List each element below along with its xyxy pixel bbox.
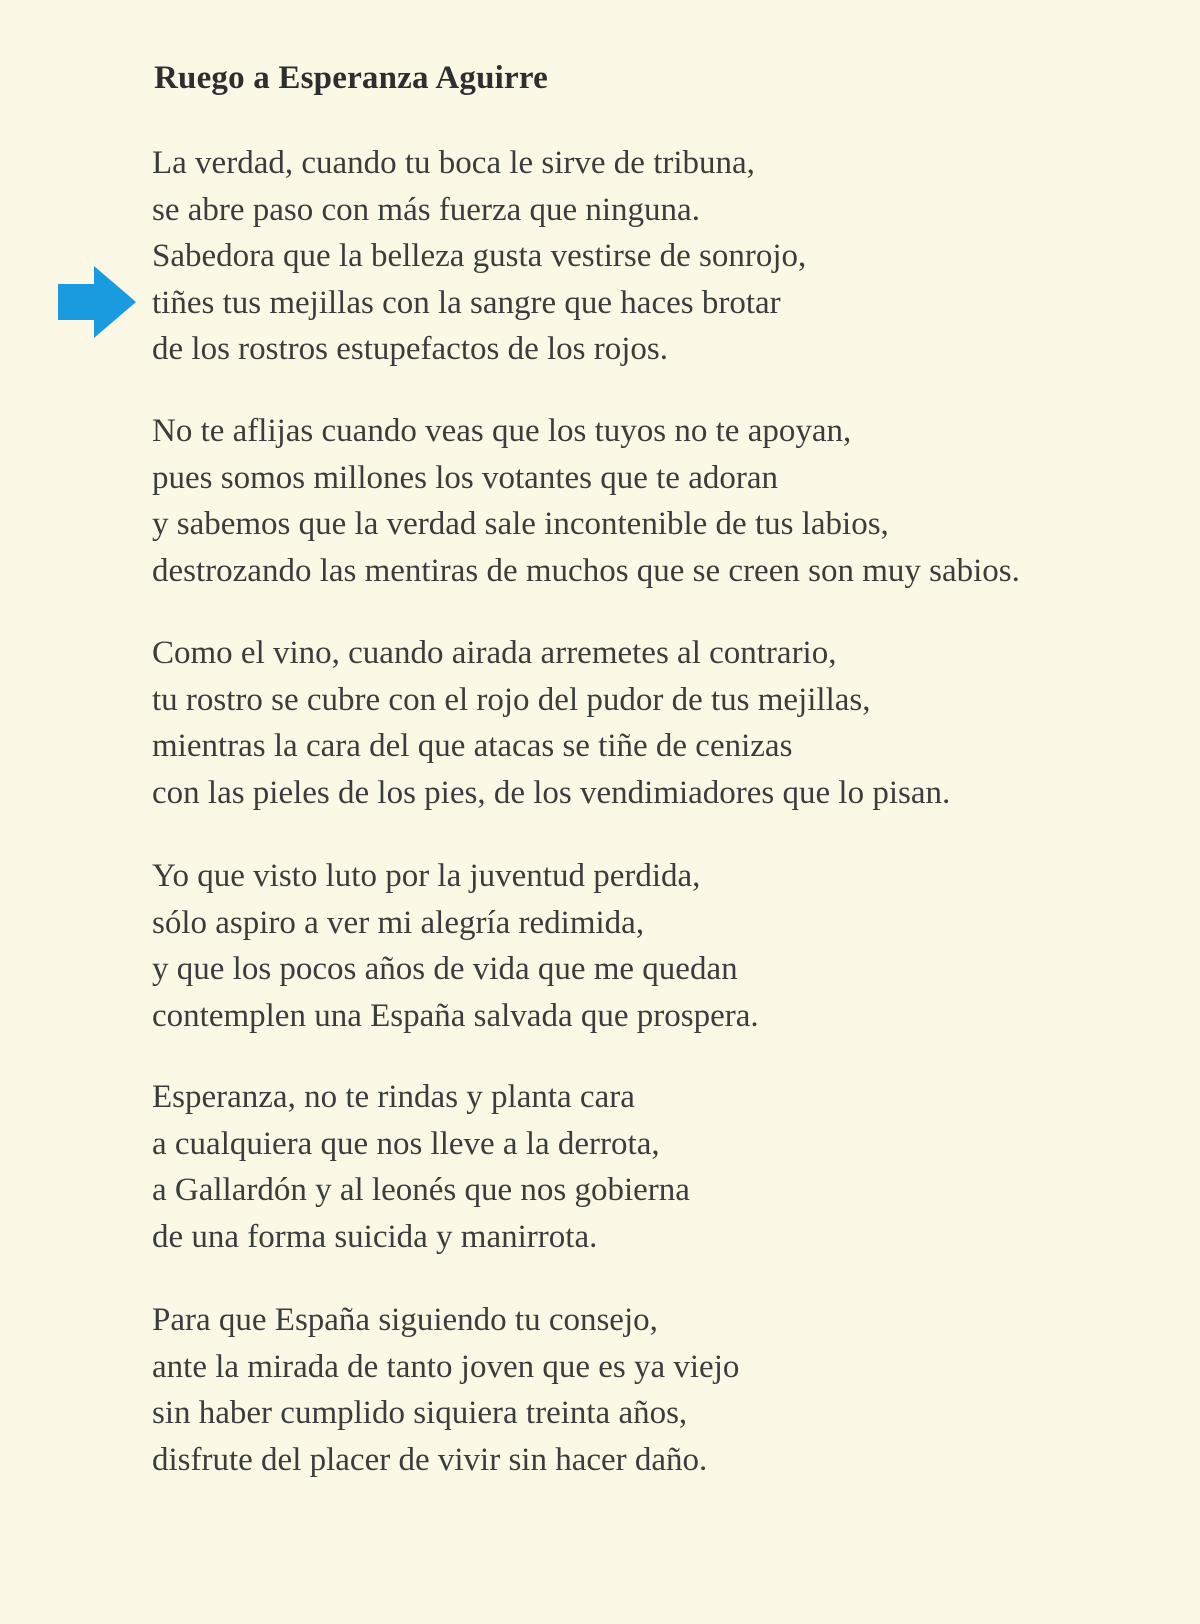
poem-line: Como el vino, cuando airada arremetes al contrario, xyxy=(152,635,837,671)
stanza-1 xyxy=(152,140,806,373)
poem-line: a Gallardón y al leonés que nos gobierna xyxy=(152,1172,690,1208)
poem-line: tu rostro se cubre con el rojo del pudor de tus mejillas, xyxy=(152,681,871,718)
stanza-5 xyxy=(152,1074,690,1260)
poem-line: Yo que visto luto por la juventud perdida, xyxy=(152,858,701,894)
poem-line: de los rostros estupefactos de los rojos. xyxy=(152,331,668,367)
poem-line: Sabedora que la belleza gusta vestirse de sonrojo, xyxy=(152,238,807,274)
poem-title: Ruego a Esperanza Aguirre xyxy=(154,60,548,96)
stanza-4 xyxy=(152,853,759,1039)
poem-line: mientras la cara del que atacas se tiñe de cenizas xyxy=(152,728,793,764)
poem-line: contemplen una España salvada que prospera. xyxy=(152,997,759,1034)
poem-line: ante la mirada de tanto joven que es ya viejo xyxy=(152,1348,740,1385)
stanza-6 xyxy=(152,1297,739,1483)
poem-line: y sabemos que la verdad sale incontenible de tus labios, xyxy=(152,506,889,542)
poem-line: pues somos millones los votantes que te adoran xyxy=(152,459,778,496)
arrow-right-icon xyxy=(58,266,136,338)
poem-line: con las pieles de los pies, de los vendimiadores que lo pisan. xyxy=(152,774,951,811)
poem-line: La verdad, cuando tu boca le sirve de tribuna, xyxy=(152,145,755,181)
poem-line: se abre paso con más fuerza que ninguna. xyxy=(152,191,700,228)
stanza-2 xyxy=(152,408,1020,594)
poem-line: destrozando las mentiras de muchos que se creen son muy sabios. xyxy=(152,552,1020,589)
poem-line: a cualquiera que nos lleve a la derrota, xyxy=(152,1125,660,1162)
poem-line: sólo aspiro a ver mi alegría redimida, xyxy=(152,904,645,941)
poem-line: disfrute del placer de vivir sin hacer daño. xyxy=(152,1441,708,1478)
poem-line-highlighted: tiñes tus mejillas con la sangre que haces brotar xyxy=(152,284,781,321)
poem-line: de una forma suicida y manirrota. xyxy=(152,1218,598,1255)
poem-line: Para que España siguiendo tu consejo, xyxy=(152,1302,658,1338)
poem-line: sin haber cumplido siquiera treinta años, xyxy=(152,1395,688,1431)
poem-line: y que los pocos años de vida que me quedan xyxy=(152,951,738,987)
poem-line: Esperanza, no te rindas y planta cara xyxy=(152,1079,635,1115)
poem-line: No te aflijas cuando veas que los tuyos no te apoyan, xyxy=(152,413,852,449)
stanza-3 xyxy=(152,630,950,816)
